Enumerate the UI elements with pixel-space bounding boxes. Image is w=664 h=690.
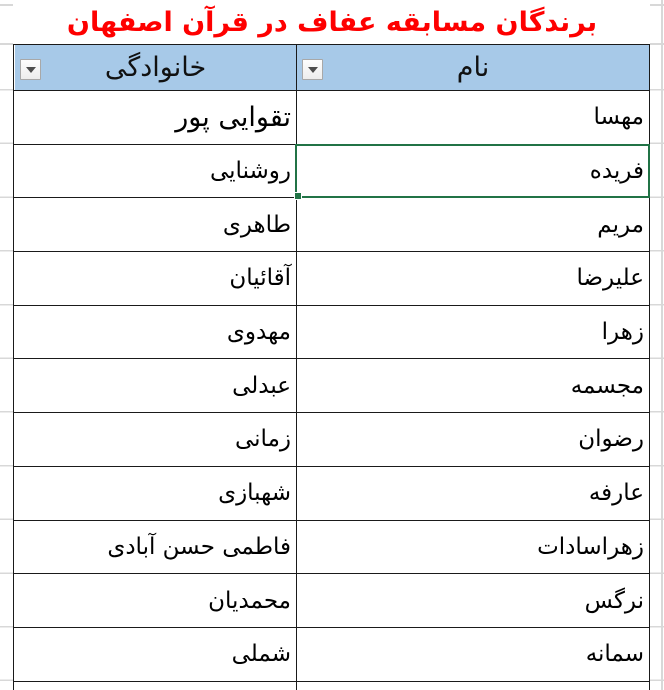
- family-cell[interactable]: [15, 574, 296, 627]
- family-cell-text: زمانی: [234, 426, 291, 453]
- name-cell-text: مجسمه: [570, 372, 644, 399]
- name-cell-text: رضوان: [578, 426, 644, 453]
- name-cell-text: نرگس: [584, 587, 644, 614]
- name-cell-text: عارفه: [588, 480, 644, 507]
- family-cell[interactable]: [15, 145, 296, 198]
- family-cell-text: شملی: [231, 641, 291, 668]
- gridline: [0, 43, 13, 45]
- name-cell[interactable]: [296, 252, 649, 305]
- name-cell[interactable]: [296, 628, 649, 681]
- header-label-family: خانوادگی: [104, 52, 207, 83]
- table-row: [14, 91, 649, 145]
- table-row: [14, 145, 649, 199]
- table-row: [14, 252, 649, 306]
- table-row: [14, 413, 649, 467]
- chevron-down-icon: [308, 67, 318, 73]
- name-cell-text: زهراسادات: [537, 533, 644, 560]
- table-row: [14, 521, 649, 575]
- partial-next-row: [14, 682, 649, 690]
- family-cell-text: طاهری: [222, 211, 291, 238]
- gridlines: [0, 89, 13, 690]
- table-row: [14, 359, 649, 413]
- family-cell-text: محمدیان: [208, 587, 291, 614]
- family-cell[interactable]: [15, 359, 296, 412]
- family-cell[interactable]: [15, 413, 296, 466]
- table-row: [14, 628, 649, 682]
- name-cell-text: علیرضا: [576, 265, 644, 292]
- gridline: [0, 4, 13, 6]
- family-cell[interactable]: [15, 306, 296, 359]
- table-rows: [14, 91, 649, 682]
- sheet-sliver-right: [650, 0, 664, 690]
- name-cell[interactable]: [296, 574, 649, 627]
- sheet-sliver-left: [0, 0, 13, 690]
- gridline: [661, 0, 663, 690]
- family-cell-text: تقوایی پور: [175, 101, 291, 133]
- header-cell-family[interactable]: [15, 45, 296, 90]
- table-row: [14, 467, 649, 521]
- name-cell[interactable]: [296, 359, 649, 412]
- family-cell[interactable]: [15, 252, 296, 305]
- name-cell[interactable]: [296, 91, 649, 144]
- family-cell[interactable]: [15, 628, 296, 681]
- family-cell-text: آقائیان: [229, 265, 291, 292]
- partial-cell: [15, 682, 296, 690]
- header-cell-name[interactable]: [296, 45, 649, 90]
- winners-table: [13, 44, 650, 690]
- name-cell[interactable]: [296, 521, 649, 574]
- family-cell-text: مهدوی: [226, 319, 291, 346]
- page-title: برندگان مسابقه عفاف در قرآن اصفهان: [66, 6, 598, 38]
- chevron-down-icon: [26, 67, 36, 73]
- header-row: [14, 45, 649, 91]
- table-row: [14, 198, 649, 252]
- family-cell-text: عبدلی: [232, 372, 291, 399]
- name-cell[interactable]: [296, 145, 649, 198]
- name-cell[interactable]: [296, 306, 649, 359]
- family-cell[interactable]: [15, 521, 296, 574]
- family-cell-text: روشنایی: [209, 158, 291, 185]
- header-label-name: نام: [456, 52, 490, 83]
- name-cell[interactable]: [296, 413, 649, 466]
- family-cell[interactable]: [15, 467, 296, 520]
- table-row: [14, 574, 649, 628]
- family-cell[interactable]: [15, 91, 296, 144]
- name-cell-text: فریده: [589, 158, 644, 185]
- partial-cell: [296, 682, 649, 690]
- family-cell[interactable]: [15, 198, 296, 251]
- table-row: [14, 306, 649, 360]
- filter-dropdown-button-family[interactable]: [20, 59, 41, 80]
- family-cell-text: شهبازی: [218, 480, 291, 507]
- filter-dropdown-button-name[interactable]: [302, 59, 323, 80]
- name-cell[interactable]: [296, 467, 649, 520]
- name-cell-text: مریم: [597, 211, 644, 238]
- name-cell[interactable]: [296, 198, 649, 251]
- name-cell-text: مهسا: [593, 104, 644, 131]
- name-cell-text: سمانه: [585, 641, 644, 668]
- family-cell-text: فاطمی حسن آبادی: [107, 533, 291, 560]
- name-cell-text: زهرا: [601, 319, 644, 346]
